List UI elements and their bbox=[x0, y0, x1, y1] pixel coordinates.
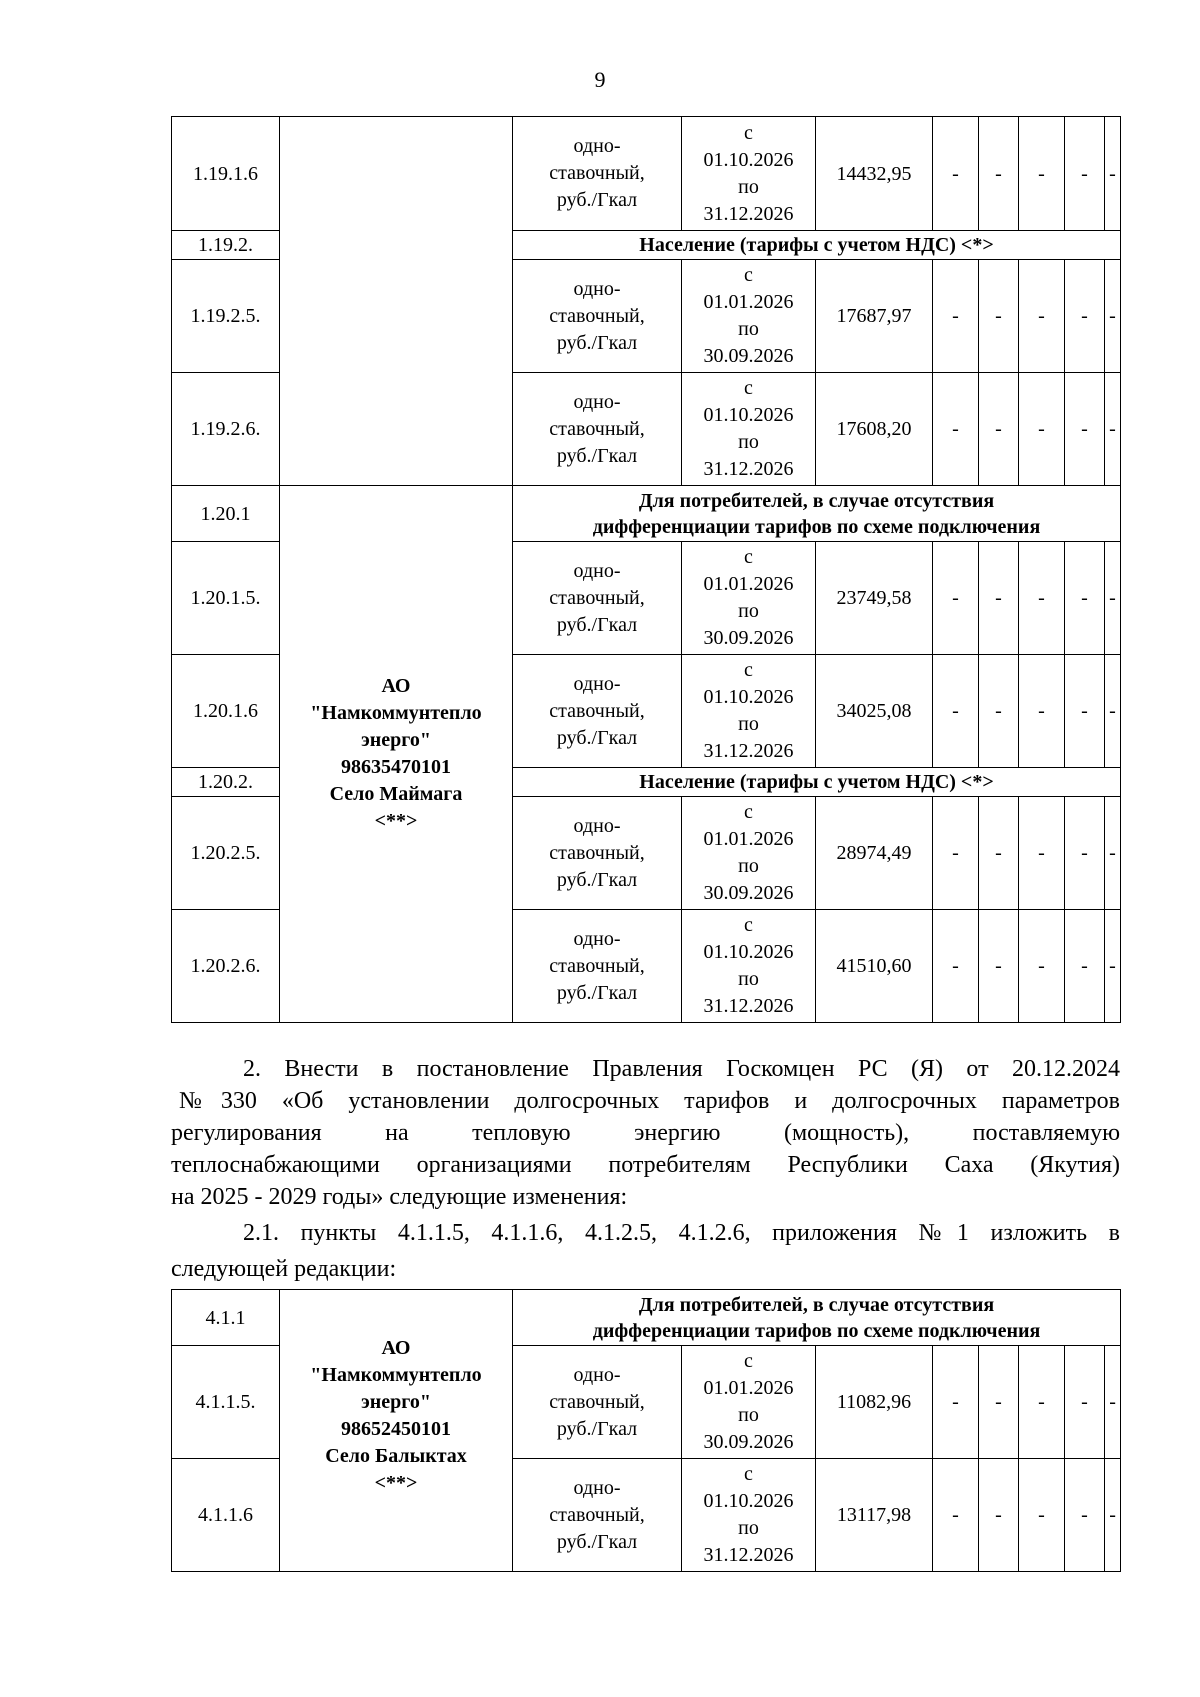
row-id: 1.20.2. bbox=[172, 768, 280, 797]
section-header: Для потребителей, в случае отсутствия дифференциации тарифов по схеме подключения bbox=[513, 486, 1121, 542]
row-id: 1.19.2.5. bbox=[172, 260, 280, 373]
tariff-value: 11082,96 bbox=[816, 1346, 933, 1459]
table-row bbox=[172, 117, 1121, 231]
empty-value-dash: - bbox=[1065, 797, 1105, 910]
empty-value-dash: - bbox=[1105, 655, 1121, 768]
row-id: 1.20.1.6 bbox=[172, 655, 280, 768]
row-id: 4.1.1.6 bbox=[172, 1459, 280, 1572]
empty-value-dash: - bbox=[1105, 910, 1121, 1023]
empty-value-dash: - bbox=[1105, 117, 1121, 231]
empty-value-dash: - bbox=[1065, 373, 1105, 486]
empty-value-dash: - bbox=[1105, 1346, 1121, 1459]
empty-value-dash: - bbox=[1019, 797, 1065, 910]
paragraph-line: 2.1. пункты 4.1.1.5, 4.1.1.6, 4.1.2.5, 4.1.2.6, приложения №1 изложить в bbox=[243, 1220, 1120, 1246]
row-id: 1.20.1 bbox=[172, 486, 280, 542]
row-id: 1.19.1.6 bbox=[172, 117, 280, 231]
empty-value-dash: - bbox=[933, 1346, 979, 1459]
tariff-type: одно- ставочный, руб./Гкал bbox=[513, 260, 682, 373]
tariff-value: 41510,60 bbox=[816, 910, 933, 1023]
empty-value-dash: - bbox=[933, 910, 979, 1023]
tariff-period: с 01.10.2026 по 31.12.2026 bbox=[682, 373, 816, 486]
tariff-type: одно- ставочный, руб./Гкал bbox=[513, 910, 682, 1023]
empty-value-dash: - bbox=[1065, 655, 1105, 768]
tariff-value: 23749,58 bbox=[816, 542, 933, 655]
empty-value-dash: - bbox=[979, 1346, 1019, 1459]
tariff-type: одно- ставочный, руб./Гкал bbox=[513, 117, 682, 231]
tariff-value: 17687,97 bbox=[816, 260, 933, 373]
empty-value-dash: - bbox=[933, 1459, 979, 1572]
organization-cell: АО "Намкоммунтепло энерго" 98652450101 Село Балыктах <**> bbox=[280, 1290, 513, 1572]
section-header: Для потребителей, в случае отсутствия дифференциации тарифов по схеме подключения bbox=[513, 1290, 1121, 1346]
empty-value-dash: - bbox=[1065, 542, 1105, 655]
empty-value-dash: - bbox=[979, 797, 1019, 910]
tariff-period: с 01.01.2026 по 30.09.2026 bbox=[682, 1346, 816, 1459]
tariff-period: с 01.10.2026 по 31.12.2026 bbox=[682, 910, 816, 1023]
tariff-period: с 01.10.2026 по 31.12.2026 bbox=[682, 655, 816, 768]
empty-value-dash: - bbox=[979, 373, 1019, 486]
section-header: Население (тарифы с учетом НДС) <*> bbox=[513, 768, 1121, 797]
tariff-value: 28974,49 bbox=[816, 797, 933, 910]
tariff-period: с 01.10.2026 по 31.12.2026 bbox=[682, 117, 816, 231]
empty-value-dash: - bbox=[1019, 373, 1065, 486]
tariff-period: с 01.01.2026 по 30.09.2026 bbox=[682, 797, 816, 910]
row-id: 1.19.2. bbox=[172, 231, 280, 260]
empty-value-dash: - bbox=[1105, 373, 1121, 486]
empty-value-dash: - bbox=[933, 260, 979, 373]
tariff-type: одно- ставочный, руб./Гкал bbox=[513, 797, 682, 910]
paragraph-line: регулирования на тепловую энергию (мощность), поставляемую bbox=[171, 1120, 1120, 1146]
empty-value-dash: - bbox=[1105, 260, 1121, 373]
empty-value-dash: - bbox=[1019, 1346, 1065, 1459]
empty-value-dash: - bbox=[933, 655, 979, 768]
empty-value-dash: - bbox=[979, 655, 1019, 768]
empty-value-dash: - bbox=[1105, 797, 1121, 910]
page-number: 9 bbox=[594, 67, 606, 92]
tariff-period: с 01.10.2026 по 31.12.2026 bbox=[682, 1459, 816, 1572]
empty-value-dash: - bbox=[933, 542, 979, 655]
tariff-value: 13117,98 bbox=[816, 1459, 933, 1572]
empty-value-dash: - bbox=[979, 910, 1019, 1023]
paragraph-line: следующей редакции: bbox=[171, 1256, 397, 1282]
row-id: 1.20.2.5. bbox=[172, 797, 280, 910]
tariff-type: одно- ставочный, руб./Гкал bbox=[513, 373, 682, 486]
tariff-value: 34025,08 bbox=[816, 655, 933, 768]
empty-value-dash: - bbox=[1105, 542, 1121, 655]
org-cell-empty bbox=[280, 117, 513, 486]
empty-value-dash: - bbox=[933, 373, 979, 486]
paragraph-line: 2. Внести в постановление Правления Госкомцен РС (Я) от 20.12.2024 bbox=[243, 1056, 1120, 1082]
empty-value-dash: - bbox=[979, 260, 1019, 373]
row-id: 4.1.1 bbox=[172, 1290, 280, 1346]
empty-value-dash: - bbox=[1065, 260, 1105, 373]
tariff-table-1 bbox=[171, 116, 1121, 1023]
empty-value-dash: - bbox=[1019, 910, 1065, 1023]
empty-value-dash: - bbox=[979, 117, 1019, 231]
row-id: 4.1.1.5. bbox=[172, 1346, 280, 1459]
tariff-type: одно- ставочный, руб./Гкал bbox=[513, 542, 682, 655]
empty-value-dash: - bbox=[1065, 910, 1105, 1023]
row-id: 1.20.1.5. bbox=[172, 542, 280, 655]
section-header: Население (тарифы с учетом НДС) <*> bbox=[513, 231, 1121, 260]
empty-value-dash: - bbox=[979, 1459, 1019, 1572]
row-id: 1.19.2.6. bbox=[172, 373, 280, 486]
tariff-type: одно- ставочный, руб./Гкал bbox=[513, 1459, 682, 1572]
table-row bbox=[172, 1290, 1121, 1346]
empty-value-dash: - bbox=[1065, 117, 1105, 231]
tariff-table-2 bbox=[171, 1289, 1121, 1572]
tariff-type: одно- ставочный, руб./Гкал bbox=[513, 655, 682, 768]
tariff-value: 14432,95 bbox=[816, 117, 933, 231]
empty-value-dash: - bbox=[933, 117, 979, 231]
empty-value-dash: - bbox=[979, 542, 1019, 655]
tariff-period: с 01.01.2026 по 30.09.2026 bbox=[682, 260, 816, 373]
empty-value-dash: - bbox=[1019, 1459, 1065, 1572]
paragraph-line: на 2025 - 2029 годы» следующие изменения: bbox=[171, 1184, 628, 1210]
tariff-value: 17608,20 bbox=[816, 373, 933, 486]
table-row bbox=[172, 486, 1121, 542]
empty-value-dash: - bbox=[1019, 655, 1065, 768]
empty-value-dash: - bbox=[1065, 1346, 1105, 1459]
empty-value-dash: - bbox=[1019, 260, 1065, 373]
empty-value-dash: - bbox=[1065, 1459, 1105, 1572]
paragraph-line: теплоснабжающими организациями потребителям Республики Саха (Якутия) bbox=[171, 1152, 1120, 1178]
empty-value-dash: - bbox=[1019, 542, 1065, 655]
tariff-type: одно- ставочный, руб./Гкал bbox=[513, 1346, 682, 1459]
amendment-paragraph bbox=[171, 1053, 1120, 1285]
empty-value-dash: - bbox=[1019, 117, 1065, 231]
empty-value-dash: - bbox=[1105, 1459, 1121, 1572]
paragraph-line: №330 «Об установлении долгосрочных тарифов и долгосрочных параметров bbox=[179, 1088, 1120, 1114]
tariff-period: с 01.01.2026 по 30.09.2026 bbox=[682, 542, 816, 655]
empty-value-dash: - bbox=[933, 797, 979, 910]
row-id: 1.20.2.6. bbox=[172, 910, 280, 1023]
organization-cell: АО "Намкоммунтепло энерго" 98635470101 Село Маймага <**> bbox=[280, 486, 513, 1023]
